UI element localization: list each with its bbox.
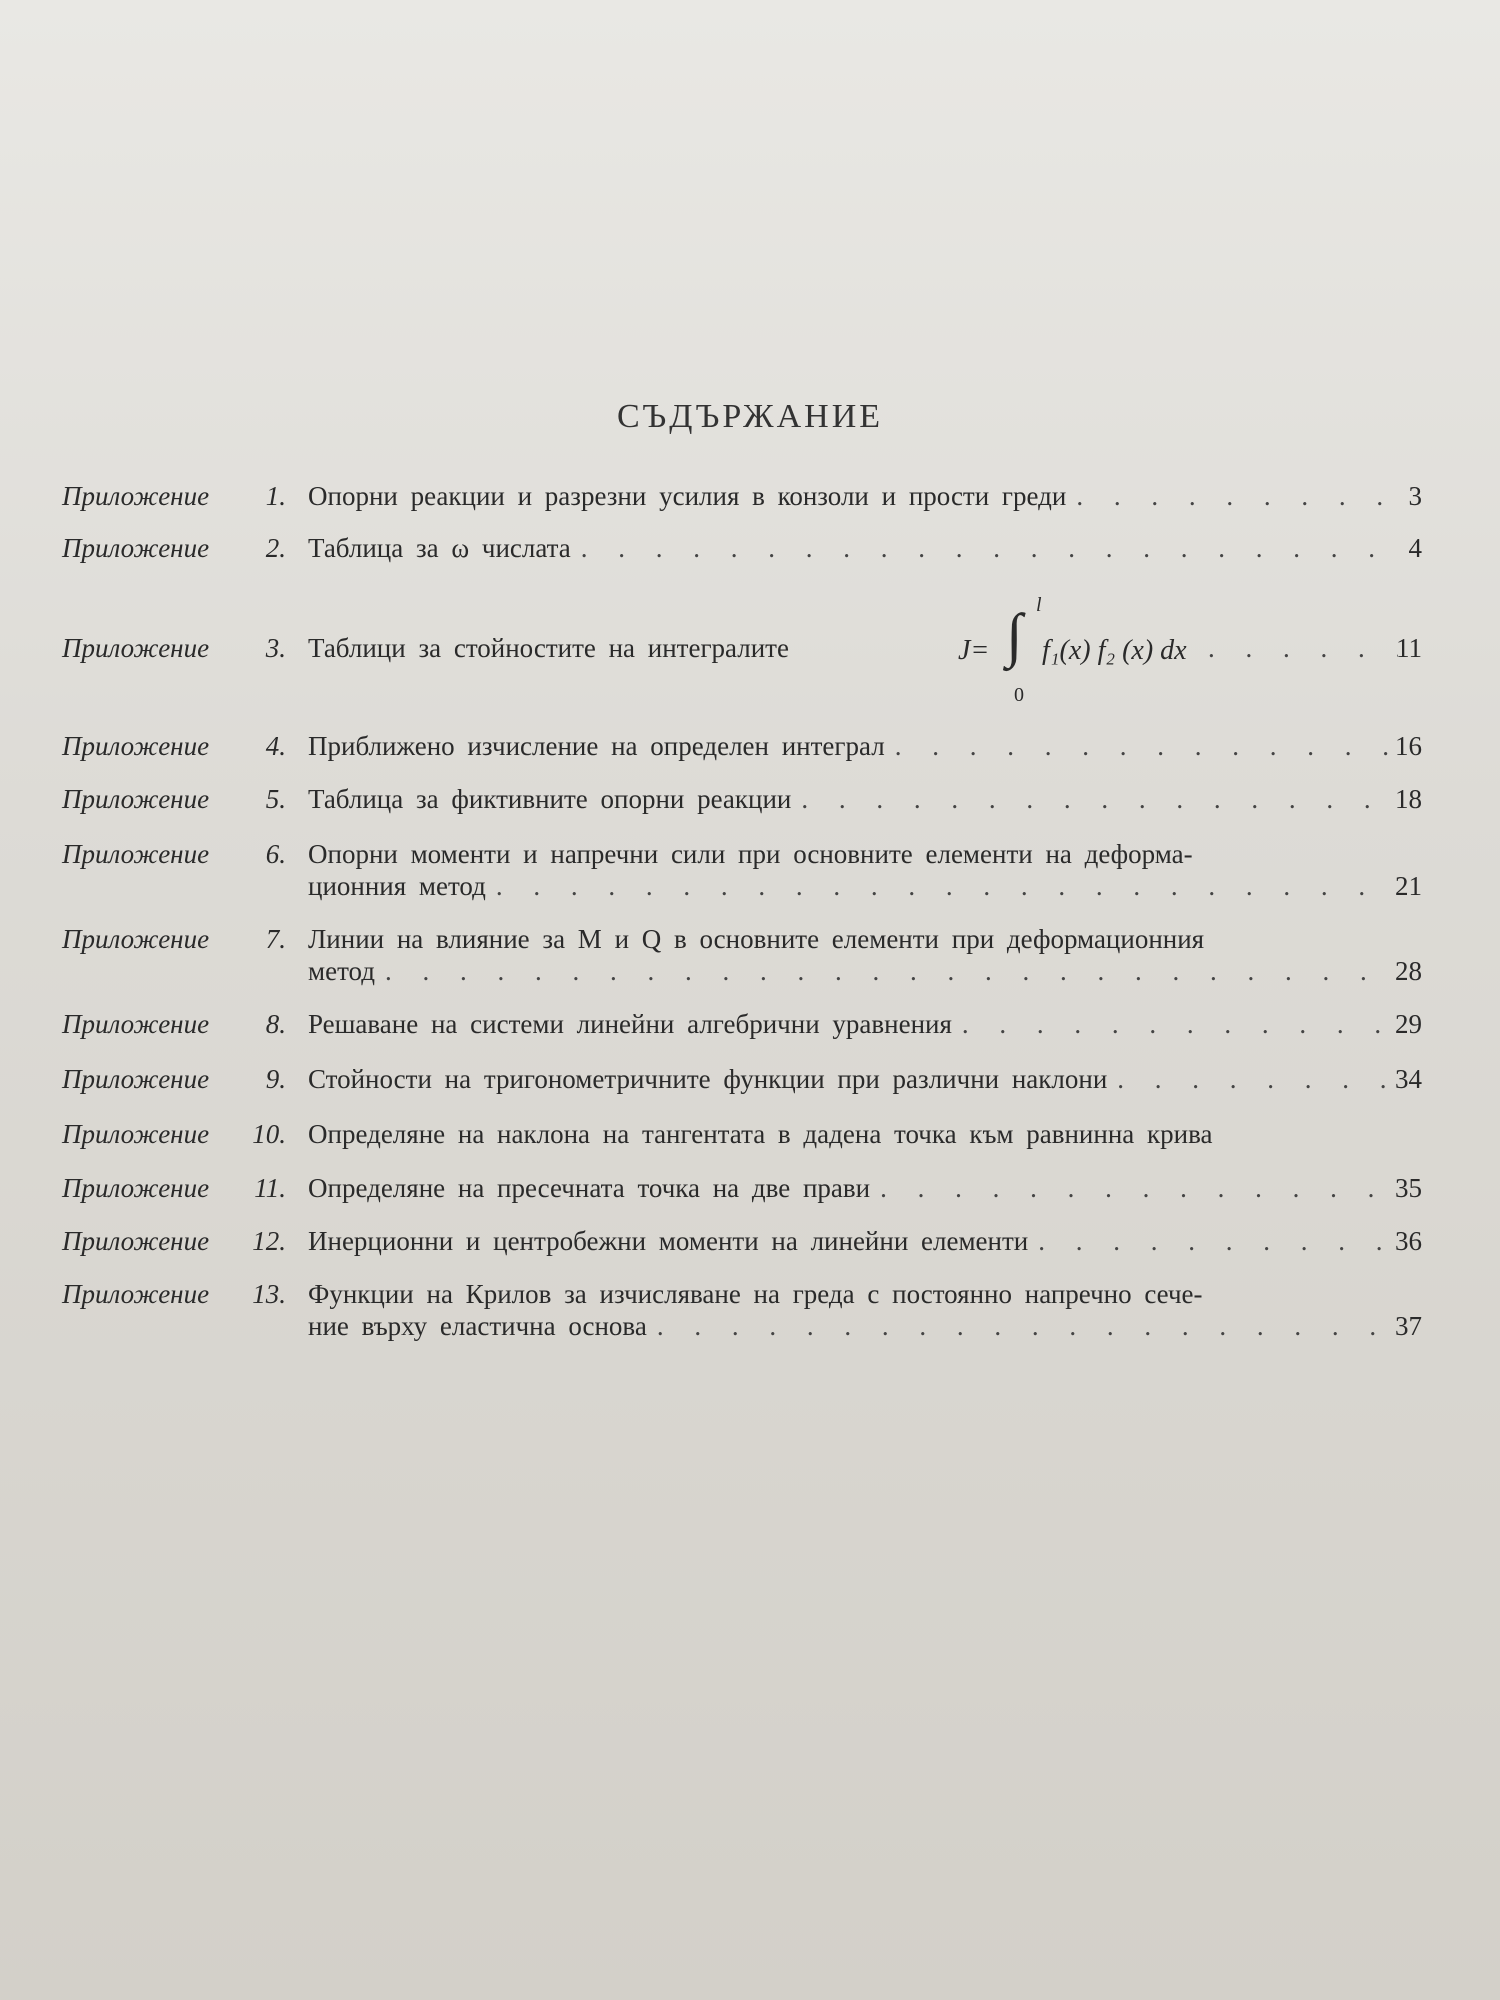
entry-label-word: Приложение <box>62 731 210 761</box>
entry-label <box>62 838 297 870</box>
dot-leader <box>581 532 1398 564</box>
entry-line <box>308 783 1408 815</box>
entry-label <box>62 1172 297 1204</box>
entry-title: Инерционни и центробежни моменти на линейни елементи <box>308 1226 1029 1256</box>
entry-title: Стойности на тригонометричните функции при различни наклони <box>308 1064 1108 1094</box>
entry-label <box>62 480 297 512</box>
entry-label-word: Приложение <box>62 633 210 663</box>
entry-page-number: 36 <box>1395 1226 1422 1256</box>
entry-label-word: Приложение <box>62 784 210 814</box>
dot-leader <box>657 1310 1398 1342</box>
entry-body <box>308 783 1408 815</box>
entry-body <box>308 730 1408 762</box>
entry-page-number: 35 <box>1395 1173 1422 1203</box>
entry-number: 4. <box>265 731 286 761</box>
entry-line <box>308 730 1408 762</box>
entry-number: 5. <box>265 784 286 814</box>
entry-page-number: 21 <box>1395 871 1422 901</box>
entry-number: 2. <box>265 533 286 563</box>
entry-line <box>308 1278 1408 1310</box>
entry-line <box>308 1118 1418 1150</box>
entry-label-word: Приложение <box>62 1173 210 1203</box>
entry-body <box>308 1118 1418 1150</box>
entry-body <box>308 1172 1408 1204</box>
entry-body <box>308 838 1408 902</box>
entry-label <box>62 923 297 955</box>
entry-title: Функции на Крилов за изчисляване на греда с постоянно напречно сече- <box>308 1279 1203 1309</box>
entry-title: Таблица за ω числата <box>308 533 571 563</box>
entry-line <box>308 1172 1408 1204</box>
dot-leader <box>880 1172 1398 1204</box>
entry-body <box>308 923 1408 987</box>
entry-page-number: 16 <box>1395 731 1422 761</box>
entry-label-word: Приложение <box>62 1064 210 1094</box>
entry-line <box>308 955 1408 987</box>
entry-number: 12. <box>252 1226 286 1256</box>
entry-page-number: 37 <box>1395 1311 1422 1341</box>
dot-leader <box>1038 1225 1398 1257</box>
entry-title: Опорни моменти и напречни сили при основните елементи на деформа- <box>308 839 1193 869</box>
entry-line <box>308 838 1408 870</box>
entry-line <box>308 923 1408 955</box>
integral-formula <box>958 594 1238 707</box>
entry-label-word: Приложение <box>62 924 210 954</box>
entry-page-number: 29 <box>1395 1009 1422 1039</box>
entry-label <box>62 532 297 564</box>
entry-title: Определяне на наклона на тангентата в дадена точка към равнинна крива <box>308 1119 1213 1149</box>
entry-label-word: Приложение <box>62 839 210 869</box>
entry-page-number: 3 <box>1408 481 1422 511</box>
entry-label <box>62 632 297 664</box>
formula-lhs: J= <box>958 635 990 666</box>
entry-page-number: 4 <box>1408 533 1422 563</box>
page-title: СЪДЪРЖАНИЕ <box>616 398 884 435</box>
integral-sign: ∫ <box>1006 602 1023 668</box>
entry-title-cont: ционния метод <box>308 871 486 901</box>
entry-line <box>308 1063 1408 1095</box>
entry-number: 9. <box>265 1064 286 1094</box>
entry-body <box>308 1278 1408 1342</box>
entry-line <box>308 1225 1408 1257</box>
entry-title: Таблици за стойностите на интегралите <box>308 633 789 663</box>
entry-number: 7. <box>265 924 286 954</box>
entry-page-number: 28 <box>1395 956 1422 986</box>
dot-leader <box>385 955 1398 987</box>
integral-upper-limit: l <box>1036 594 1042 616</box>
entry-body <box>308 480 1408 512</box>
entry-label <box>62 783 297 815</box>
entry-title-cont: ние върху еластична основа <box>308 1311 647 1341</box>
entry-label <box>62 1008 297 1040</box>
entry-page-number: 11 <box>1396 633 1422 663</box>
entry-page-number: 34 <box>1395 1064 1422 1094</box>
entry-label-word: Приложение <box>62 1009 210 1039</box>
entry-label-word: Приложение <box>62 1226 210 1256</box>
dot-leader <box>801 783 1398 815</box>
dot-leader <box>895 730 1398 762</box>
entry-line <box>308 1310 1408 1342</box>
entry-label <box>62 730 297 762</box>
entry-title: Таблица за фиктивните опорни реакции <box>308 784 792 814</box>
entry-label-word: Приложение <box>62 1119 210 1149</box>
entry-title-cont: метод <box>308 956 375 986</box>
entry-number: 6. <box>265 839 286 869</box>
entry-title: Опорни реакции и разрезни усилия в конзоли и прости греди <box>308 481 1067 511</box>
integrand: f₁(x) f₂ (x) dx <box>1042 635 1187 666</box>
dot-leader <box>496 870 1398 902</box>
entry-line <box>308 1008 1408 1040</box>
entry-body <box>308 1225 1408 1257</box>
entry-label-word: Приложение <box>62 533 210 563</box>
entry-label <box>62 1118 297 1150</box>
entry-line <box>308 480 1408 512</box>
entry-number: 3. <box>265 633 286 663</box>
entry-label <box>62 1278 297 1310</box>
entry-line <box>308 870 1408 902</box>
entry-number: 1. <box>265 481 286 511</box>
entry-title: Определяне на пресечната точка на две прави <box>308 1173 871 1203</box>
entry-number: 8. <box>265 1009 286 1039</box>
entry-title: Решаване на системи линейни алгебрични уравнения <box>308 1009 952 1039</box>
dot-leader <box>1076 480 1398 512</box>
entry-number: 11. <box>254 1173 286 1203</box>
entry-title: Приближено изчисление на определен интеграл <box>308 731 885 761</box>
entry-label-word: Приложение <box>62 481 210 511</box>
entry-label <box>62 1063 297 1095</box>
entry-body <box>308 1063 1408 1095</box>
entry-body <box>308 594 1408 706</box>
entry-body <box>308 1008 1408 1040</box>
entry-number: 13. <box>252 1279 286 1309</box>
entry-number: 10. <box>252 1119 286 1149</box>
entry-label-word: Приложение <box>62 1279 210 1309</box>
entry-title: Линии на влияние за M и Q в основните елементи при деформационния <box>308 924 1205 954</box>
dot-leader <box>1117 1063 1398 1095</box>
integral-lower-limit: 0 <box>1014 684 1024 706</box>
entry-page-number: 18 <box>1395 784 1422 814</box>
dot-leader <box>962 1008 1398 1040</box>
entry-label <box>62 1225 297 1257</box>
entry-line <box>308 532 1408 564</box>
entry-body <box>308 532 1408 564</box>
